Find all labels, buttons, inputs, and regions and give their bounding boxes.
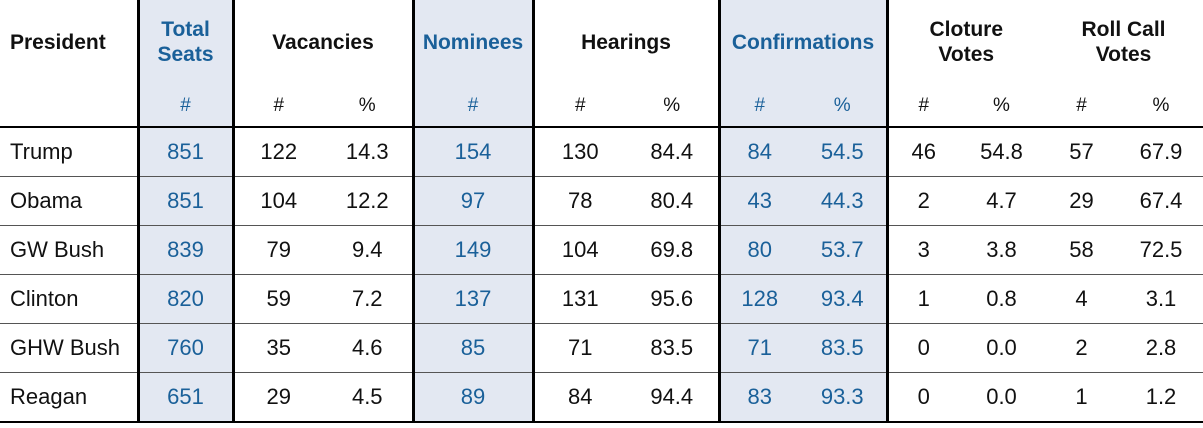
cell-confirmations-count: 83	[719, 373, 799, 423]
unit-hearings-count: #	[533, 86, 626, 127]
table-row	[0, 324, 1203, 373]
cell-vacancies-percent: 4.5	[323, 373, 413, 423]
column-group-roll-call-votes-line1: Roll Call	[1081, 18, 1166, 42]
table-body	[0, 127, 1203, 422]
table-row	[0, 177, 1203, 226]
cell-cloture-percent: 0.8	[959, 275, 1044, 324]
cell-vacancies-count: 104	[233, 177, 323, 226]
cell-rollcall-count: 2	[1044, 324, 1119, 373]
cell-rollcall-count: 4	[1044, 275, 1119, 324]
table-row	[0, 275, 1203, 324]
cell-cloture-percent: 0.0	[959, 373, 1044, 423]
cell-cloture-count: 3	[887, 226, 959, 275]
cell-president: Clinton	[0, 275, 138, 324]
cell-confirmations-percent: 53.7	[799, 226, 887, 275]
table-row	[0, 127, 1203, 177]
cell-hearings-percent: 84.4	[626, 127, 719, 177]
cell-total-seats: 760	[138, 324, 233, 373]
cell-total-seats: 651	[138, 373, 233, 423]
cell-cloture-count: 2	[887, 177, 959, 226]
cell-vacancies-count: 59	[233, 275, 323, 324]
column-group-hearings-label: Hearings	[581, 30, 671, 54]
cell-cloture-percent: 54.8	[959, 127, 1044, 177]
cell-president: GHW Bush	[0, 324, 138, 373]
cell-cloture-count: 0	[887, 373, 959, 423]
cell-cloture-percent: 4.7	[959, 177, 1044, 226]
cell-confirmations-percent: 93.4	[799, 275, 887, 324]
column-group-total-seats-line1: Total	[161, 18, 210, 42]
unit-vacancies-count: #	[233, 86, 323, 127]
cell-president: Obama	[0, 177, 138, 226]
cell-hearings-percent: 69.8	[626, 226, 719, 275]
column-group-confirmations-label: Confirmations	[731, 30, 875, 54]
column-group-cloture-votes-line1: Cloture	[929, 18, 1003, 42]
unit-vacancies-percent: %	[323, 86, 413, 127]
cell-cloture-percent: 0.0	[959, 324, 1044, 373]
column-header-president: President	[10, 30, 106, 54]
column-group-total-seats-line2: Seats	[157, 43, 214, 66]
cell-hearings-count: 71	[533, 324, 626, 373]
column-group-total-seats	[138, 0, 233, 86]
cell-cloture-count: 0	[887, 324, 959, 373]
column-group-confirmations	[719, 0, 887, 86]
cell-vacancies-percent: 14.3	[323, 127, 413, 177]
cell-rollcall-count: 1	[1044, 373, 1119, 423]
cell-cloture-count: 1	[887, 275, 959, 324]
unit-cell-blank	[0, 86, 138, 127]
cell-hearings-count: 78	[533, 177, 626, 226]
unit-cloture-percent: %	[959, 86, 1044, 127]
cell-nominees: 137	[413, 275, 533, 324]
cell-confirmations-percent: 44.3	[799, 177, 887, 226]
column-group-vacancies	[233, 0, 413, 86]
cell-rollcall-percent: 3.1	[1119, 275, 1203, 324]
cell-vacancies-count: 29	[233, 373, 323, 423]
cell-rollcall-count: 57	[1044, 127, 1119, 177]
cell-hearings-percent: 83.5	[626, 324, 719, 373]
column-group-vacancies-label: Vacancies	[272, 30, 374, 54]
cell-vacancies-count: 35	[233, 324, 323, 373]
unit-cloture-count: #	[887, 86, 959, 127]
unit-hearings-percent: %	[626, 86, 719, 127]
cell-vacancies-percent: 7.2	[323, 275, 413, 324]
cell-nominees: 154	[413, 127, 533, 177]
cell-nominees: 85	[413, 324, 533, 373]
cell-president: GW Bush	[0, 226, 138, 275]
cell-rollcall-count: 29	[1044, 177, 1119, 226]
cell-confirmations-count: 43	[719, 177, 799, 226]
cell-cloture-percent: 3.8	[959, 226, 1044, 275]
cell-total-seats: 820	[138, 275, 233, 324]
cell-hearings-count: 84	[533, 373, 626, 423]
unit-confirmations-percent: %	[799, 86, 887, 127]
cell-cloture-count: 46	[887, 127, 959, 177]
cell-confirmations-percent: 93.3	[799, 373, 887, 423]
cell-confirmations-count: 128	[719, 275, 799, 324]
cell-hearings-count: 104	[533, 226, 626, 275]
cell-rollcall-percent: 67.4	[1119, 177, 1203, 226]
column-group-nominees	[413, 0, 533, 86]
cell-hearings-percent: 95.6	[626, 275, 719, 324]
table-row	[0, 373, 1203, 423]
cell-vacancies-percent: 12.2	[323, 177, 413, 226]
cell-confirmations-count: 80	[719, 226, 799, 275]
table-row	[0, 226, 1203, 275]
column-group-roll-call-votes-line2: Votes	[1095, 43, 1152, 66]
cell-confirmations-count: 84	[719, 127, 799, 177]
cell-nominees: 149	[413, 226, 533, 275]
unit-rollcall-percent: %	[1119, 86, 1203, 127]
unit-rollcall-count: #	[1044, 86, 1119, 127]
cell-rollcall-count: 58	[1044, 226, 1119, 275]
cell-rollcall-percent: 1.2	[1119, 373, 1203, 423]
group-header-row	[0, 0, 1203, 86]
cell-total-seats: 851	[138, 127, 233, 177]
cell-rollcall-percent: 67.9	[1119, 127, 1203, 177]
cell-confirmations-count: 71	[719, 324, 799, 373]
cell-president: Trump	[0, 127, 138, 177]
column-group-cloture-votes-line2: Votes	[938, 43, 995, 66]
cell-rollcall-percent: 72.5	[1119, 226, 1203, 275]
cell-hearings-percent: 80.4	[626, 177, 719, 226]
cell-rollcall-percent: 2.8	[1119, 324, 1203, 373]
unit-nominees-count: #	[413, 86, 533, 127]
cell-hearings-percent: 94.4	[626, 373, 719, 423]
cell-confirmations-percent: 83.5	[799, 324, 887, 373]
cell-confirmations-percent: 54.5	[799, 127, 887, 177]
cell-nominees: 97	[413, 177, 533, 226]
unit-total-seats-count: #	[138, 86, 233, 127]
cell-hearings-count: 131	[533, 275, 626, 324]
column-group-roll-call-votes	[1044, 0, 1203, 86]
cell-total-seats: 851	[138, 177, 233, 226]
cell-vacancies-percent: 4.6	[323, 324, 413, 373]
cell-vacancies-percent: 9.4	[323, 226, 413, 275]
cell-total-seats: 839	[138, 226, 233, 275]
column-group-nominees-label: Nominees	[422, 30, 524, 54]
cell-vacancies-count: 79	[233, 226, 323, 275]
cell-hearings-count: 130	[533, 127, 626, 177]
unit-confirmations-count: #	[719, 86, 799, 127]
cell-vacancies-count: 122	[233, 127, 323, 177]
column-group-cloture-votes	[887, 0, 1044, 86]
cell-president: Reagan	[0, 373, 138, 423]
column-group-hearings	[533, 0, 719, 86]
unit-header-row	[0, 86, 1203, 127]
cell-nominees: 89	[413, 373, 533, 423]
